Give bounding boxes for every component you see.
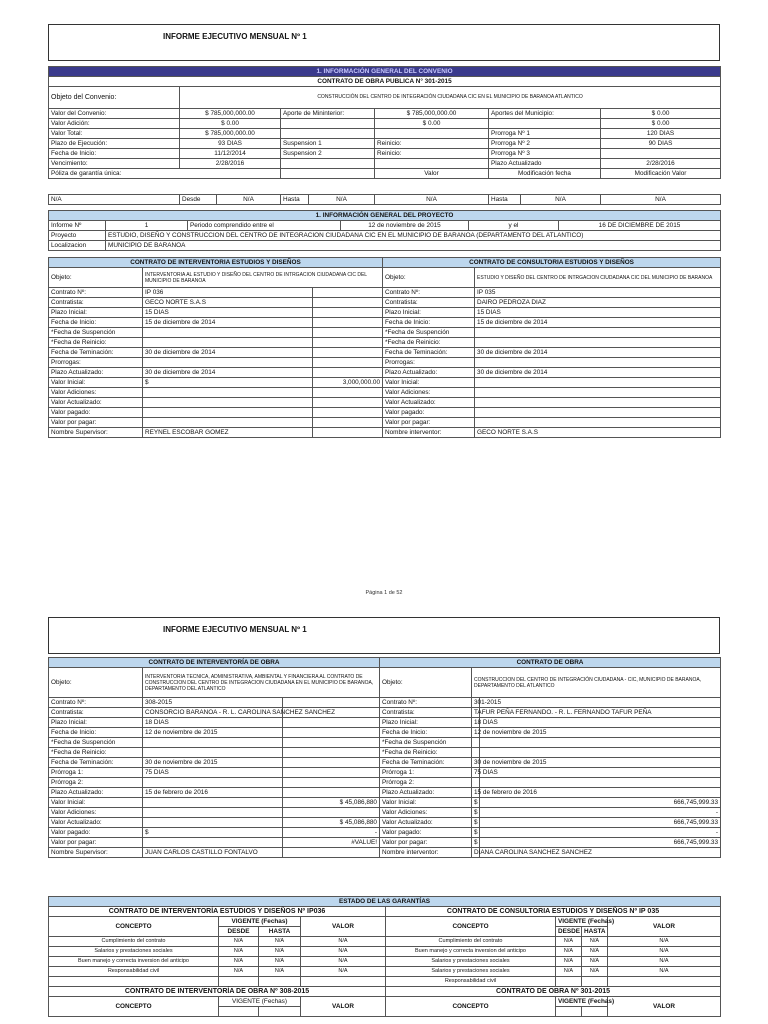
table-row: Contrato Nº: 308-2015 Contrato Nº: 301-2015 [49,698,721,708]
objeto-row: Objeto: INTERVENTORIA TECNICA, ADMINISTRATIVA, AMBIENTAL Y FINANCIERA AL CONTRATO DE CONSTRUCCION DEL CENTRO DE INTEGRACION CIUDADANA EN EL MUNICIPIO DE BARANOA, DEPARTAMENTO DEL ATLANTICO Objeto: CONSTRUCCION DEL CENTRO DE INTEGRACIÓN CIUDADANA - CIC, MUNICIPIO DE BARANOA, DEPARTAMENTO DEL ATLANTICO [49,668,721,698]
garantias-table [48,896,721,1017]
garantias-header: ESTADO DE LAS GARANTÍAS [49,897,721,907]
garantia-left-title: CONTRATO DE INTERVENTORÍA ESTUDIOS Y DISEÑOS Nº IP036 [49,907,386,917]
page-number: Página 1 de 52 [365,590,403,596]
garantia2-left-title: CONTRATO DE INTERVENTORÍA DE OBRA Nº 308-2015 [49,987,386,997]
table-row: Valor por pagar: Valor por pagar: [49,418,721,428]
table-row: Fecha de Inicio: 11/12/2014 Suspension 2 Reinicio: Prorroga Nº 3 [49,149,721,159]
interventoria-estudios-header: CONTRATO DE INTERVENTORIA ESTUDIOS Y DISEÑOS [49,258,383,268]
contratos-obra-table [48,657,721,858]
table-row: Valor Inicial: $ 45,086,880 Valor Inicial: $ 666,745,999.33 [49,798,721,808]
table-row: *Fecha de Suspención *Fecha de Suspención [49,328,721,338]
table-row: Valor pagado: Valor pagado: [49,408,721,418]
report-title-box [48,24,720,61]
table-row: Fecha de Inicio: 15 de diciembre de 2014 Fecha de Inicio: 15 de diciembre de 2014 [49,318,721,328]
garantia-row: Salarios y prestaciones sociales N/A N/A N/A Buen manejo y correcta inversion del anticipo N/A N/A N/A [49,947,721,957]
section-proyecto-header: 1. INFORMACIÓN GENERAL DEL PROYECTO [49,211,721,221]
table-row: Nombre Supervisor: REYNEL ESCOBAR GOMEZ Nombre interventor: GECO NORTE S.A.S [49,428,721,438]
garantia-head-row: CONCEPTO VIGENTE (Fechas) VALOR CONCEPTO VIGENTE (Fechas) VALOR [49,917,721,927]
table-row: *Fecha de Reinicio: *Fecha de Reinicio: [49,338,721,348]
garantia-row: Buen manejo y correcta inversion del anticipo N/A N/A N/A Salarios y prestaciones sociales N/A N/A N/A [49,957,721,967]
table-row: Valor Adiciones: Valor Adiciones: [49,388,721,398]
table-row: Valor Inicial: $ 3,000,000.00 Valor Inicial: [49,378,721,388]
table-row: Valor Total: $ 785,000,000.00 Prorroga Nº 1 120 DIAS [49,129,721,139]
table-row: *Fecha de Suspención *Fecha de Suspención [49,738,721,748]
garantia2-right-title: CONTRATO DE OBRA Nº 301-2015 [386,987,721,997]
localizacion-row: Localizacion MUNICIPIO DE BARANOA [49,241,721,251]
table-row: Contratista: GECO NORTE S.A.S Contratista: DAIRO PEDROZA DIAZ [49,298,721,308]
proyecto-table [48,210,721,251]
garantia-row: Cumplimiento del contrato N/A N/A N/A Cumplimiento del contrato N/A N/A N/A [49,937,721,947]
table-row: Prórroga 1: 75 DIAS Prórroga 1: 75 DIAS [49,768,721,778]
informe-row: Informe Nº 1 Periodo comprendido entre el 12 de noviembre de 2015 y el 16 DE DICIEMBRE DE 2015 [49,221,721,231]
table-row: Fecha de Teminación: 30 de diciembre de 2014 Fecha de Teminación: 30 de diciembre de 2014 [49,348,721,358]
table-row: Nombre Supervisor: JUAN CARLOS CASTILLO FONTALVO Nombre interventor: DIANA CAROLINA SANCHEZ SANCHEZ [49,848,721,858]
proyecto-row: Proyecto ESTUDIO, DISEÑO Y CONSTRUCCION DEL CENTRO DE INTEGRACION CIUDADANA CIC EN EL MUNICIPIO DE BARANOA (DEPARTAMENTO DEL ATLANTICO) [49,231,721,241]
garantia-subhead-row: DESDE HASTA DESDE HASTA [49,927,721,937]
objeto-row: Objeto: INTERVENTORIA AL ESTUDIO Y DISEÑO DEL CENTRO DE INTRGACION CIUDADANA CIC DEL MUNICIPIO DE BARANOA Objeto: ESTUDIO Y DISEÑO DEL CENTRO DE INTRGACION CIUDADANA CIC DEL MUNICIPIO DE BARANOA [49,268,721,288]
table-row: Plazo Actualizado: 15 de febrero de 2016 Plazo Actualizado: 15 de febrero de 2016 [49,788,721,798]
table-row: Valor Adiciones: Valor Adiciones: $ - [49,808,721,818]
table-row: Contrato Nº: IP 036 Contrato Nº: IP 035 [49,288,721,298]
table-row: Prorrogas: Prorrogas: [49,358,721,368]
consultoria-estudios-header: CONTRATO DE CONSULTORIA ESTUDIOS Y DISEÑOS [383,258,721,268]
garantia-right-title: CONTRATO DE CONSULTORIA ESTUDIOS Y DISEÑOS Nº IP 035 [386,907,721,917]
table-row: Valor Adición: $ 0.00 $ 0.00 $ 0.00 [49,119,721,129]
table-row: *Fecha de Reinicio: *Fecha de Reinicio: [49,748,721,758]
garantia-row: Responsabilidad civil N/A N/A N/A Salarios y prestaciones sociales N/A N/A N/A [49,967,721,977]
table-row: Valor Actualizado: Valor Actualizado: [49,398,721,408]
table-row: Plazo de Ejecución: 93 DIAS Suspension 1 Reinicio: Prorroga Nº 2 90 DIAS [49,139,721,149]
report-title: INFORME EJECUTIVO MENSUAL Nº 1 [163,32,307,41]
table-row: Valor por pagar: #VALUE! Valor por pagar: $ 666,745,999.33 [49,838,721,848]
table-row: Valor pagado: $ - Valor pagado: $ - [49,828,721,838]
contrato-obra-header: CONTRATO DE OBRA [380,658,721,668]
table-row: Plazo Actualizado: 30 de diciembre de 2014 Plazo Actualizado: 30 de diciembre de 2014 [49,368,721,378]
interventoria-obra-header: CONTRATO DE INTERVENTORÍA DE OBRA [49,658,380,668]
table-row: Prórroga 2: Prórroga 2: [49,778,721,788]
garantia-row: Responsabilidad civil [49,977,721,987]
poliza-values-table [48,194,721,205]
convenio-table [48,66,721,179]
table-row: Contratista: CONSORCIO BARANOA - R. L. CAROLINA SANCHEZ SANCHEZ Contratista: TAFUR PEÑA FERNANDO. - R. L. FERNANDO TAFUR PEÑA [49,708,721,718]
table-row: Fecha de Teminación: 30 de noviembre de 2015 Fecha de Teminación: 30 de noviembre de 2015 [49,758,721,768]
table-row: Vencimiento: 2/28/2016 Plazo Actualizado 2/28/2016 [49,159,721,169]
contrato-obra-title: CONTRATO DE OBRA PUBLICA N° 301-2015 [49,77,721,87]
poliza-row: Póliza de garantía única: Valor Modificación fecha Modificación Valor [49,169,721,179]
table-row: Valor del Convenio: $ 785,000,000.00 Aporte de Mininterior: $ 785,000,000.00 Aportes del Municipio: $ 0.00 [49,109,721,119]
contratos-estudios-table [48,257,721,438]
table-row: Plazo Inicial: 15 DIAS Plazo Inicial: 15 DIAS [49,308,721,318]
garantia2-head-row: CONCEPTO VIGENTE (Fechas) VALOR CONCEPTO VIGENTE (Fechas) VALOR [49,997,721,1007]
table-row: Fecha de Inicio: 12 de noviembre de 2015 Fecha de Inicio: 12 de noviembre de 2015 [49,728,721,738]
section-convenio-header: 1. INFORMACIÓN GENERAL DEL CONVENIO [49,67,721,77]
report-title-2: INFORME EJECUTIVO MENSUAL Nº 1 [163,625,307,634]
table-row: Plazo Inicial: 18 DIAS Plazo Inicial: 18 DIAS [49,718,721,728]
objeto-label: Objeto del Convenio: [49,87,180,109]
table-row: Valor Actualizado: $ 45,086,880 Valor Actualizado: $ 666,745,999.33 [49,818,721,828]
objeto-value: CONSTRUCCIÓN DEL CENTRO DE INTEGRACIÓN CIUDADANA CIC EN EL MUNICIPIO DE BARANOA ATLANTICO [180,87,721,109]
report-title-box-2 [48,617,720,654]
table-row: N/A Desde N/A Hasta N/A N/A Hasta N/A N/A [49,195,721,205]
